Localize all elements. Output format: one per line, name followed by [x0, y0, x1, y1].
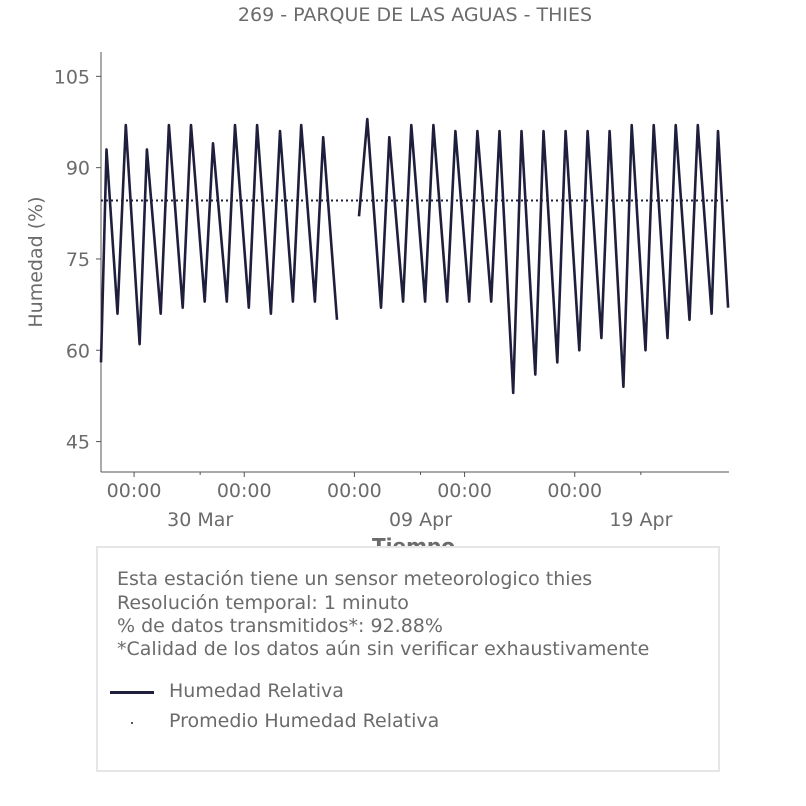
axes [101, 52, 729, 472]
info-box [96, 546, 720, 772]
x-major-tick-label: 00:00 [547, 480, 603, 502]
y-tick-label: 75 [65, 248, 90, 271]
x-minor-tick-label: 09 Apr [388, 509, 453, 531]
y-tick-label: 90 [65, 157, 90, 180]
y-tick-label: 45 [65, 431, 90, 454]
x-minor-tick-label: 30 Mar [167, 509, 234, 531]
series-humidity-line [101, 119, 728, 393]
info-sensor-text: Esta estación tiene un sensor meteorologico thies [117, 568, 593, 590]
y-axis-label: Humedad (%) [25, 196, 47, 328]
legend-label-average: Promedio Humedad Relativa [169, 710, 440, 732]
x-major-tick-label: 00:00 [216, 480, 272, 502]
y-tick-label: 105 [53, 66, 90, 89]
info-quality-text: *Calidad de los datos aún sin verificar exhaustivamente [117, 638, 650, 660]
x-major-tick-label: 00:00 [437, 480, 492, 502]
legend-label-humidity: Humedad Relativa [169, 680, 344, 702]
info-transmitted-text: % de datos transmitidos*: 92.88% [117, 615, 443, 637]
series-layer [101, 119, 729, 393]
y-ticks [54, 66, 101, 453]
x-minor-tick-label: 19 Apr [609, 509, 673, 531]
x-ticks [107, 472, 673, 531]
legend-dot-marker [131, 722, 133, 724]
y-tick-label: 60 [65, 340, 90, 363]
x-major-tick-label: 00:00 [327, 480, 382, 502]
x-major-tick-label: 00:00 [106, 480, 162, 502]
info-resolution-text: Resolución temporal: 1 minuto [117, 592, 409, 614]
chart-title: 269 - PARQUE DE LAS AGUAS - THIES [237, 4, 593, 26]
legend-line-marker [110, 691, 154, 694]
